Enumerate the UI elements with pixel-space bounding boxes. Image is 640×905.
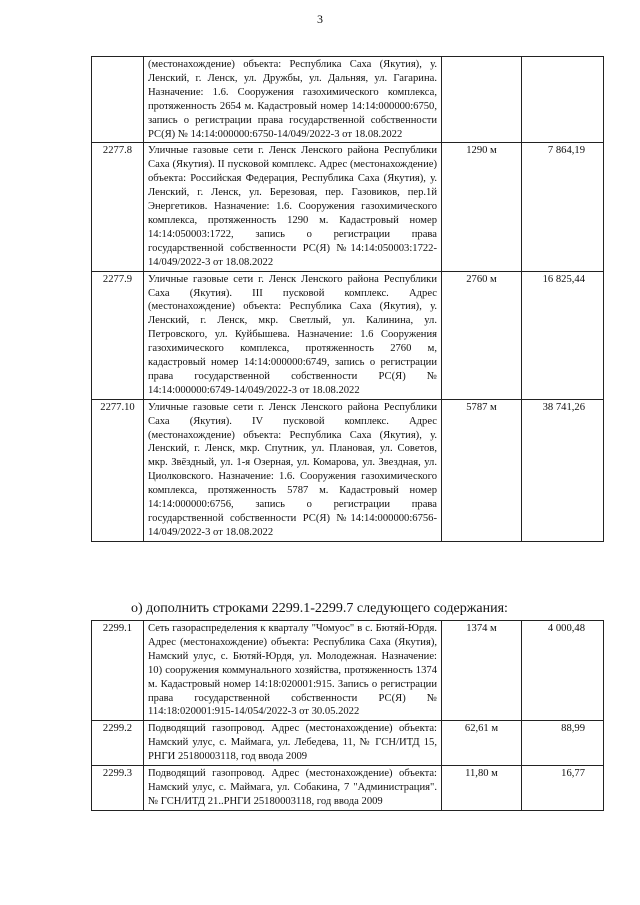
property-table-additions	[91, 620, 604, 811]
row-length: 2760 м	[442, 271, 522, 399]
row-number: 2299.3	[92, 766, 144, 811]
row-value	[522, 57, 604, 143]
row-value: 16 825,44	[522, 271, 604, 399]
row-value: 88,99	[522, 721, 604, 766]
row-description: Уличные газовые сети г. Ленск Ленского района Республики Саха (Якутия). III пусковой комплекс. Адрес (местонахождение) объекта: Республика Саха (Якутия), у. Ленский, г. Ленск, мкр. Светлый, ул. Калинина, ул. Петровского, ул. Куйбышева. Назначение: 1.6 Сооружения газохимического комплекса, протяженность 2760 м, кадастровый номер 14:14:000000:6749, запись о регистрации права государственной собственности РС(Я) № 14:14:000000:6749-14/049/2022-3 от 18.08.2022	[144, 271, 442, 399]
row-number: 2277.9	[92, 271, 144, 399]
row-number: 2299.2	[92, 721, 144, 766]
row-number	[92, 57, 144, 143]
section-heading: о) дополнить строками 2299.1-2299.7 следующего содержания:	[131, 601, 508, 616]
table-row	[92, 399, 604, 541]
row-description: Подводящий газопровод. Адрес (местонахождение) объекта: Намский улус, с. Маймага, ул. Лебедева, 11, № ГСН/ИТД 15, РНГИ 25180003118, год ввода 2009	[144, 721, 442, 766]
table-row	[92, 766, 604, 811]
table-row	[92, 721, 604, 766]
row-description: Уличные газовые сети г. Ленск Ленского района Республики Саха (Якутия). II пусковой комплекс. Адрес (местонахождение) объекта: Российская Федерация, Республика Саха (Якутия), у. Ленский, г. Ленск, ул. Березовая, пер. Газовиков, пер.1й Энергетиков. Назначение: 1.6. Сооружения газохимического комплекса, протяженность 1290 м. Кадастровый номер 14:14:050003:1722, запись о регистрации права государственной собственности РС(Я) №14:14:050003:1722-14/049/2022-3 от 18.08.2022	[144, 143, 442, 271]
table-row	[92, 57, 604, 143]
row-length: 1290 м	[442, 143, 522, 271]
row-number: 2277.10	[92, 399, 144, 541]
row-description: (местонахождение) объекта: Республика Саха (Якутия), у. Ленский, г. Ленск, ул. Дружбы, ул. Дальняя, ул. Гагарина. Назначение: 1.6. Сооружения газохимического комплекса, протяженность 2654 м. Кадастровый номер 14:14:000000:6750, запись о регистрации права государственной собственности РС(Я) № 14:14:000000:6750-14/049/2022-3 от 18.08.2022	[144, 57, 442, 143]
page-number: 3	[317, 12, 323, 26]
row-description: Сеть газораспределения к кварталу "Чомуос" в с. Бютяй-Юрдя. Адрес (местонахождение) объекта: Республика Саха (Якутия), Намский улус, с. Бютяй-Юрдя, ул. Молодежная. Назначение: 10) сооружения коммунального хозяйства, протяженность 1374 м. Кадастровый номер 14:18:020001:915. Запись о регистрации права государственной собственности РС(Я) № 114:18:020001:915-14/054/2022-3 от 30.05.2022	[144, 621, 442, 721]
table-row	[92, 143, 604, 271]
row-length: 11,80 м	[442, 766, 522, 811]
row-number: 2299.1	[92, 621, 144, 721]
row-number: 2277.8	[92, 143, 144, 271]
table-row	[92, 271, 604, 399]
row-value: 16,77	[522, 766, 604, 811]
property-table-continued	[91, 56, 604, 542]
row-length: 1374 м	[442, 621, 522, 721]
row-length: 5787 м	[442, 399, 522, 541]
row-length: 62,61 м	[442, 721, 522, 766]
row-value: 4 000,48	[522, 621, 604, 721]
row-description: Подводящий газопровод. Адрес (местонахождение) объекта: Намский улус, с. Маймага, ул. Собакина, 7 "Администрация". № ГСН/ИТД 21..РНГИ 25180003118, год ввода 2009	[144, 766, 442, 811]
row-description: Уличные газовые сети г. Ленск Ленского района Республики Саха (Якутия). IV пусковой комплекс. Адрес (местонахождение) объекта: Республика Саха (Якутия), у. Ленский, г. Ленск, мкр. Спутник, ул. Плановая, ул. Советов, мкр. Звёздный, ул. 1-я Озерная, ул. Комарова, ул. Звездная, ул. Циолковского. Назначение: 1.6. Сооружения газохимического комплекса, протяженность 5787 м. Кадастровый номер 14:14:000000:6756, запись о регистрации права государственной собственности РС(Я) №14:14:000000:6756-14/049/2022-3 от 18.08.2022	[144, 399, 442, 541]
table-row	[92, 621, 604, 721]
row-value: 38 741,26	[522, 399, 604, 541]
row-value: 7 864,19	[522, 143, 604, 271]
row-length	[442, 57, 522, 143]
